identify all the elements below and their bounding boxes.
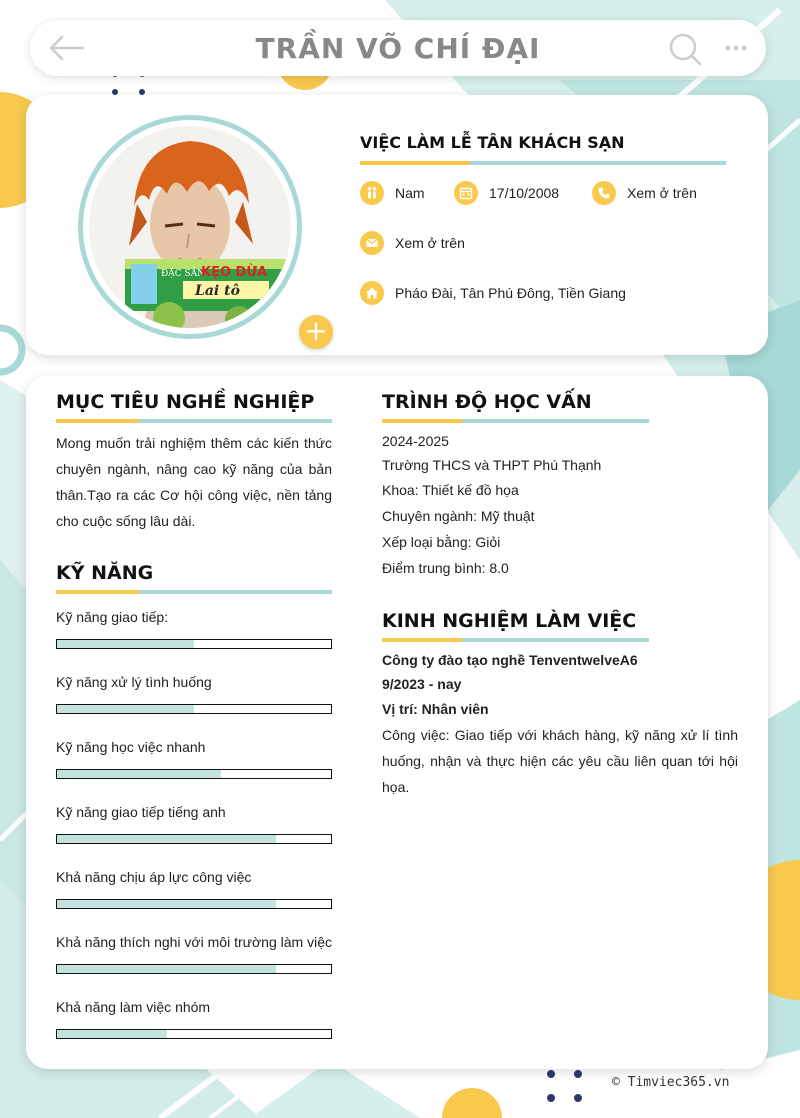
- calendar-icon: [454, 181, 478, 205]
- watermark: © Timviec365.vn: [612, 1075, 730, 1090]
- objective-underline: [56, 419, 332, 423]
- experience-position: Vị trí: Nhân viên: [382, 701, 489, 717]
- skill-bar-fill: [57, 705, 194, 713]
- phone-value: Xem ở trên: [627, 185, 697, 201]
- avatar-text-2: KẸO DỪA: [201, 265, 268, 280]
- skill-label: Khả năng chịu áp lực công việc: [56, 869, 252, 885]
- top-bar: [30, 20, 766, 76]
- mail-icon: [360, 231, 384, 255]
- skill-label: Kỹ năng xử lý tình huống: [56, 674, 212, 690]
- skill-bar-fill: [57, 1030, 167, 1038]
- education-underline: [382, 419, 649, 423]
- education-faculty: Khoa: Thiết kế đồ họa: [382, 482, 519, 498]
- skill-bar-fill: [57, 640, 194, 648]
- skill-label: Kỹ năng giao tiếp tiếng anh: [56, 804, 226, 820]
- add-avatar-button[interactable]: +: [299, 315, 333, 349]
- education-period: 2024-2025: [382, 433, 449, 449]
- skill-bar: [56, 769, 332, 779]
- education-rank: Xếp loại bằng: Giỏi: [382, 534, 501, 550]
- candidate-name: TRẦN VÕ CHÍ ĐẠI: [255, 32, 541, 65]
- experience-underline: [382, 638, 649, 642]
- skill-bar: [56, 704, 332, 714]
- skill-label: Kỹ năng học việc nhanh: [56, 739, 206, 755]
- skills-underline: [56, 590, 332, 594]
- skill-bar: [56, 1029, 332, 1039]
- avatar-text-3: Lai tô: [195, 283, 240, 299]
- gender-value: Nam: [395, 185, 425, 201]
- home-icon: [360, 281, 384, 305]
- experience-period: 9/2023 - nay: [382, 676, 462, 692]
- education-major: Chuyên ngành: Mỹ thuật: [382, 508, 535, 524]
- email-row: [360, 231, 465, 255]
- search-icon: [668, 32, 702, 66]
- skill-bar-fill: [57, 965, 276, 973]
- skill-bar: [56, 639, 332, 649]
- avatar-text-1: ĐẶC SẢN: [161, 269, 206, 279]
- education-title: TRÌNH ĐỘ HỌC VẤN: [382, 391, 592, 413]
- job-title: VIỆC LÀM LỄ TÂN KHÁCH SẠN: [360, 133, 625, 152]
- skills-title: KỸ NĂNG: [56, 562, 154, 584]
- objective-title: MỤC TIÊU NGHỀ NGHIỆP: [56, 391, 315, 413]
- objective-text: Mong muốn trải nghiệm thêm các kiến thức chuyên ngành, nâng cao kỹ năng của bản thân.Tạo ra các Cơ hội công việc, nền tảng cho cuộc sống lâu dài.: [56, 435, 332, 529]
- skill-bar: [56, 964, 332, 974]
- experience-company: Công ty đào tạo nghề TenventwelveA6: [382, 652, 638, 668]
- skill-label: Khả năng thích nghi với môi trường làm việc: [56, 934, 332, 950]
- skill-bar: [56, 899, 332, 909]
- skill-bar-fill: [57, 835, 276, 843]
- skill-bar-fill: [57, 770, 221, 778]
- avatar-illustration: [89, 126, 291, 328]
- address-value: Pháo Đài, Tân Phú Đông, Tiền Giang: [395, 285, 626, 301]
- main-card: [26, 376, 768, 1069]
- avatar[interactable]: [89, 126, 291, 328]
- more-dots-icon: [724, 38, 748, 58]
- skill-label: Khả năng làm việc nhóm: [56, 999, 211, 1015]
- gender-row: [360, 181, 425, 205]
- birthday-row: [454, 181, 559, 205]
- skill-bar: [56, 834, 332, 844]
- birthday-value: 17/10/2008: [489, 185, 560, 201]
- more-button[interactable]: [724, 38, 748, 58]
- address-row: [360, 281, 626, 305]
- profile-card: [26, 95, 768, 355]
- experience-title: KINH NGHIỆM LÀM VIỆC: [382, 610, 637, 632]
- education-gpa: Điểm trung bình: 8.0: [382, 560, 509, 576]
- email-value: Xem ở trên: [395, 235, 465, 251]
- job-title-underline: [360, 161, 726, 165]
- education-school: Trường THCS và THPT Phú Thạnh: [382, 457, 602, 473]
- search-button[interactable]: [668, 32, 702, 66]
- gender-icon: [360, 181, 384, 205]
- experience-description: Công việc: Giao tiếp với khách hàng, kỹ năng xử lí tình huống, nhận và thực hiện các yêu cầu liên quan tới hội họa.: [382, 727, 738, 795]
- avatar-frame: [78, 115, 328, 347]
- phone-row: [592, 181, 697, 205]
- phone-icon: [592, 181, 616, 205]
- skill-label: Kỹ năng giao tiếp:: [56, 609, 169, 625]
- skill-bar-fill: [57, 900, 276, 908]
